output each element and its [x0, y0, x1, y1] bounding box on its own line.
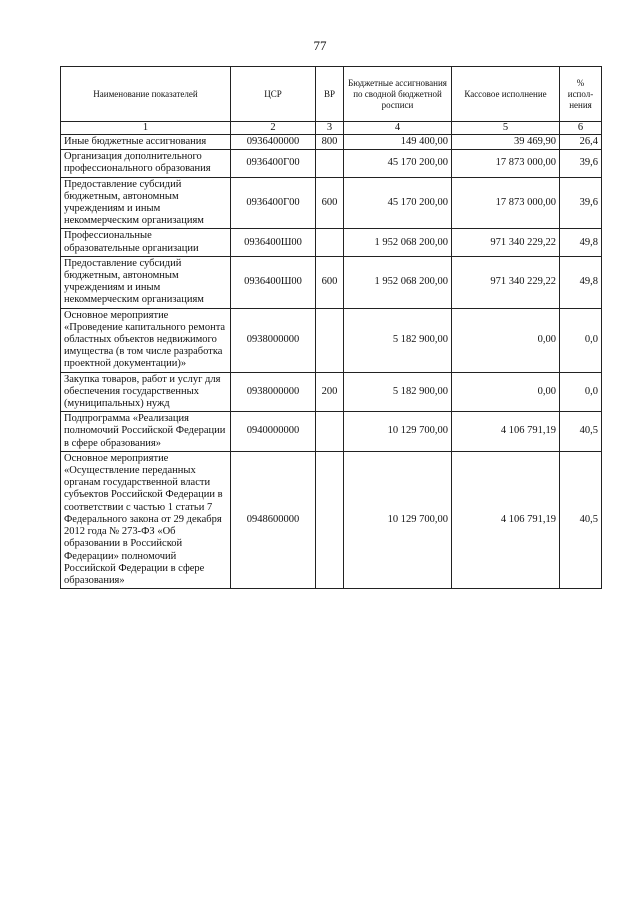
row-budget: 45 170 200,00 [344, 150, 452, 177]
row-vr: 600 [316, 256, 344, 308]
row-name: Основное мероприятие «Проведение капитального ремонта областных объектов недвижимого имущества (в том числе разработка проектной документации)» [61, 308, 231, 372]
table-row [61, 229, 602, 256]
row-pct: 49,8 [560, 229, 602, 256]
row-budget: 1 952 068 200,00 [344, 229, 452, 256]
row-vr: 200 [316, 372, 344, 412]
column-number: 3 [316, 122, 344, 135]
row-csr: 0936400Г00 [231, 150, 316, 177]
row-budget: 45 170 200,00 [344, 177, 452, 229]
row-vr [316, 229, 344, 256]
row-csr: 0936400000 [231, 135, 316, 150]
row-name: Предоставление субсидий бюджетным, автономным учреждениям и иным некоммерческим организациям [61, 177, 231, 229]
row-csr: 0938000000 [231, 308, 316, 372]
row-csr: 0936400Ш00 [231, 256, 316, 308]
header-vr: ВР [316, 67, 344, 122]
row-pct: 39,6 [560, 177, 602, 229]
column-number: 5 [452, 122, 560, 135]
row-vr [316, 150, 344, 177]
row-csr: 0936400Г00 [231, 177, 316, 229]
row-name: Предоставление субсидий бюджетным, автономным учреждениям и иным некоммерческим организациям [61, 256, 231, 308]
table-row [61, 412, 602, 452]
row-pct: 39,6 [560, 150, 602, 177]
column-number: 4 [344, 122, 452, 135]
header-pct: % испол-нения [560, 67, 602, 122]
row-budget: 10 129 700,00 [344, 451, 452, 588]
budget-execution-table [60, 66, 602, 589]
table-row [61, 451, 602, 588]
table-row [61, 372, 602, 412]
column-number: 1 [61, 122, 231, 135]
header-row [61, 67, 602, 122]
header-name: Наименование показателей [61, 67, 231, 122]
row-budget: 10 129 700,00 [344, 412, 452, 452]
row-csr: 0938000000 [231, 372, 316, 412]
row-csr: 0936400Ш00 [231, 229, 316, 256]
row-name: Организация дополнительного профессионального образования [61, 150, 231, 177]
page-number: 77 [313, 38, 327, 53]
row-pct: 40,5 [560, 451, 602, 588]
row-pct: 40,5 [560, 412, 602, 452]
row-vr [316, 412, 344, 452]
header-cash: Кассовое исполнение [452, 67, 560, 122]
row-pct: 26,4 [560, 135, 602, 150]
table-row [61, 308, 602, 372]
row-csr: 0940000000 [231, 412, 316, 452]
row-csr: 0948600000 [231, 451, 316, 588]
table-row [61, 150, 602, 177]
row-pct: 0,0 [560, 308, 602, 372]
row-cash: 17 873 000,00 [452, 177, 560, 229]
row-vr: 600 [316, 177, 344, 229]
row-name: Подпрограмма «Реализация полномочий Российской Федерации в сфере образования» [61, 412, 231, 452]
row-name: Иные бюджетные ассигнования [61, 135, 231, 150]
header-csr: ЦСР [231, 67, 316, 122]
row-budget: 1 952 068 200,00 [344, 256, 452, 308]
header-budget: Бюджетные ассигнования по сводной бюджетной росписи [344, 67, 452, 122]
table-row [61, 135, 602, 150]
row-cash: 971 340 229,22 [452, 256, 560, 308]
row-cash: 971 340 229,22 [452, 229, 560, 256]
column-number: 6 [560, 122, 602, 135]
row-vr: 800 [316, 135, 344, 150]
row-cash: 4 106 791,19 [452, 412, 560, 452]
row-vr [316, 451, 344, 588]
row-budget: 5 182 900,00 [344, 308, 452, 372]
column-number: 2 [231, 122, 316, 135]
table-row [61, 177, 602, 229]
row-name: Основное мероприятие «Осуществление переданных органам государственной власти субъектов Российской Федерации в соответствии с частью 1 статьи 7 Федерального закона от 29 декабря 2012 года № 273-ФЗ «Об образовании в Российской Федерации» полномочий Российской Федерации в сфере образования» [61, 451, 231, 588]
row-cash: 39 469,90 [452, 135, 560, 150]
row-pct: 49,8 [560, 256, 602, 308]
row-cash: 0,00 [452, 372, 560, 412]
column-number-row [61, 122, 602, 135]
row-budget: 149 400,00 [344, 135, 452, 150]
row-cash: 4 106 791,19 [452, 451, 560, 588]
row-name: Профессиональные образовательные организации [61, 229, 231, 256]
row-cash: 0,00 [452, 308, 560, 372]
row-budget: 5 182 900,00 [344, 372, 452, 412]
row-cash: 17 873 000,00 [452, 150, 560, 177]
row-vr [316, 308, 344, 372]
row-name: Закупка товаров, работ и услуг для обеспечения государственных (муниципальных) нужд [61, 372, 231, 412]
table-row [61, 256, 602, 308]
row-pct: 0,0 [560, 372, 602, 412]
